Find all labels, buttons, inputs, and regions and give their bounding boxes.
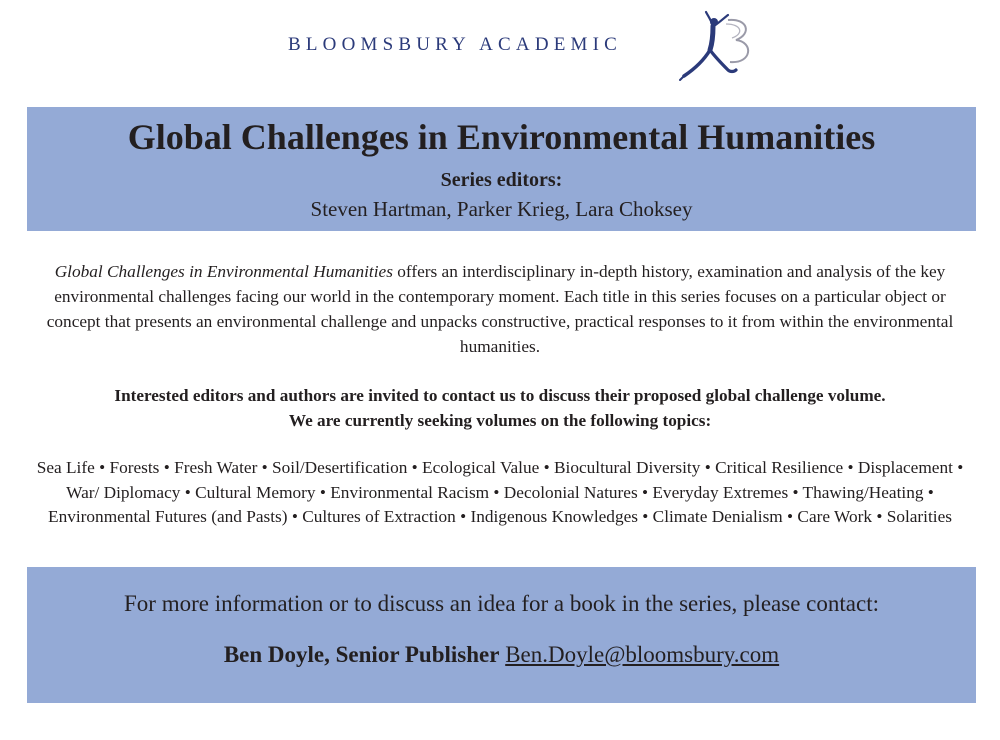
contact-band <box>27 567 976 703</box>
publisher-name: BLOOMSBURY ACADEMIC <box>288 34 623 55</box>
series-description-text: offers an interdisciplinary in-depth history, examination and analysis of the key environmental challenges facing our world in the contemporary moment. Each title in this series focuses on a particular object or concept that presents an environmental challenge and unpacks constructive, practical responses to it from within the environmental humanities. <box>46 262 954 356</box>
series-editors-names: Steven Hartman, Parker Krieg, Lara Choksey <box>310 197 693 221</box>
series-header-band <box>27 107 976 231</box>
series-description <box>40 259 960 359</box>
contact-intro: For more information or to discuss an idea for a book in the series, please contact: <box>124 591 879 616</box>
series-description-title: Global Challenges in Environmental Humanities <box>54 262 393 281</box>
series-title: Global Challenges in Environmental Humanities <box>127 117 876 157</box>
series-editors-label: Series editors: <box>440 169 563 191</box>
invitation-line-2: We are currently seeking volumes on the following topics: <box>288 411 712 430</box>
bloomsbury-dancer-logo-icon <box>676 6 756 86</box>
invitation-line-1: Interested editors and authors are invited to contact us to discuss their proposed global challenge volume. <box>114 386 886 405</box>
contact-email-link[interactable]: Ben.Doyle@bloomsbury.com <box>505 642 780 667</box>
contact-details <box>27 640 976 670</box>
contact-name: Ben Doyle, Senior Publisher <box>223 642 500 667</box>
topics-list: Sea Life • Forests • Fresh Water • Soil/Desertification • Ecological Value • Biocultural Diversity • Critical Resilience • Displacement • War/ Diplomacy • Cultural Memory • Environmental Racism • Decolonial Natures • Everyday Extremes • Thawing/Heating • Environmental Futures (and Pasts) • Cultures of Extraction • Indigenous Knowledges • Climate Denialism • Care Work • Solarities <box>36 458 964 526</box>
header <box>0 0 1000 100</box>
invitation <box>30 383 970 433</box>
